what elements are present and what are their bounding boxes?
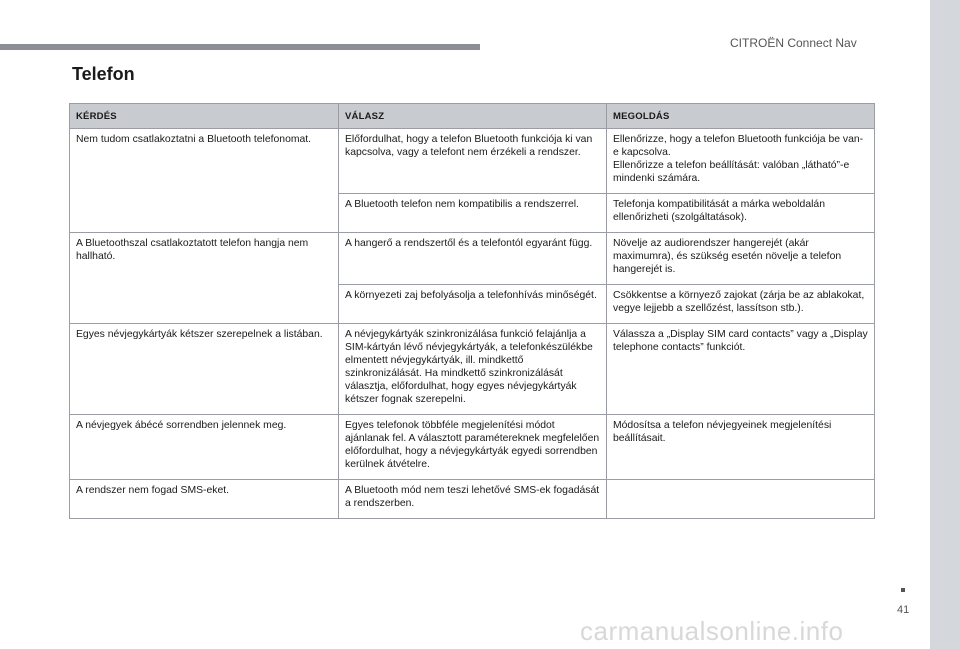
- page-title: Telefon: [72, 64, 135, 84]
- answer-cell: Előfordulhat, hogy a telefon Bluetooth funkciója ki van kapcsolva, vagy a telefont nem érzékeli a rendszer.: [339, 129, 607, 194]
- table-row: [70, 233, 875, 285]
- question-cell: A rendszer nem fogad SMS-eket.: [70, 480, 339, 519]
- column-header-question: KÉRDÉS: [70, 104, 339, 129]
- table-row: [70, 415, 875, 480]
- table-row: [70, 480, 875, 519]
- solution-cell: Válassza a „Display SIM card contacts” vagy a „Display telephone contacts” funkciót.: [607, 324, 875, 415]
- faq-table: [69, 103, 875, 519]
- page-side-strip: [930, 0, 960, 649]
- column-header-solution: MEGOLDÁS: [607, 104, 875, 129]
- solution-cell: Telefonja kompatibilitását a márka weboldalán ellenőrizheti (szolgáltatások).: [607, 194, 875, 233]
- table-header-row: [70, 104, 875, 129]
- answer-cell: Egyes telefonok többféle megjelenítési módot ajánlanak fel. A választott paramétereknek megfelelően előfordulhat, hogy a névjegykártyák egyedi sorrendben kerülnek átvételre.: [339, 415, 607, 480]
- solution-cell: Növelje az audiorendszer hangerejét (akár maximumra), és szükség esetén növelje a telefon hangerejét is.: [607, 233, 875, 285]
- question-cell: Egyes névjegykártyák kétszer szerepelnek a listában.: [70, 324, 339, 415]
- answer-cell: A hangerő a rendszertől és a telefontól egyaránt függ.: [339, 233, 607, 285]
- table-row: [70, 129, 875, 194]
- header-brand: CITROËN Connect Nav: [730, 36, 857, 50]
- solution-cell: Ellenőrizze, hogy a telefon Bluetooth funkciója be van-e kapcsolva. Ellenőrizze a telefon beállítását: valóban „látható”-e mindenki számára.: [607, 129, 875, 194]
- question-cell: A névjegyek ábécé sorrendben jelennek meg.: [70, 415, 339, 480]
- answer-cell: A környezeti zaj befolyásolja a telefonhívás minőségét.: [339, 285, 607, 324]
- question-cell: A Bluetoothszal csatlakoztatott telefon hangja nem hallható.: [70, 233, 339, 324]
- page-number: 41: [897, 604, 910, 616]
- watermark-text: carmanualsonline.info: [580, 616, 844, 646]
- header-rule: [0, 44, 480, 50]
- table-row: [70, 324, 875, 415]
- solution-cell: [607, 480, 875, 519]
- answer-cell: A Bluetooth mód nem teszi lehetővé SMS-ek fogadását a rendszerben.: [339, 480, 607, 519]
- answer-cell: A névjegykártyák szinkronizálása funkció felajánlja a SIM-kártyán lévő névjegykártyák, a telefonkészülékbe elmentett névjegykártyák, ill. mindkettő szinkronizálását. Ha mindkettő szinkronizálását választja, előfordulhat, hogy egyes névjegykártyák kétszer fognak szerepelni.: [339, 324, 607, 415]
- solution-cell: Csökkentse a környező zajokat (zárja be az ablakokat, vegye lejjebb a szellőzést, lassítson stb.).: [607, 285, 875, 324]
- answer-cell: A Bluetooth telefon nem kompatibilis a rendszerrel.: [339, 194, 607, 233]
- column-header-answer: VÁLASZ: [339, 104, 607, 129]
- question-cell: Nem tudom csatlakoztatni a Bluetooth telefonomat.: [70, 129, 339, 233]
- solution-cell: Módosítsa a telefon névjegyeinek megjelenítési beállításait.: [607, 415, 875, 480]
- page-marker-dot: [901, 588, 905, 592]
